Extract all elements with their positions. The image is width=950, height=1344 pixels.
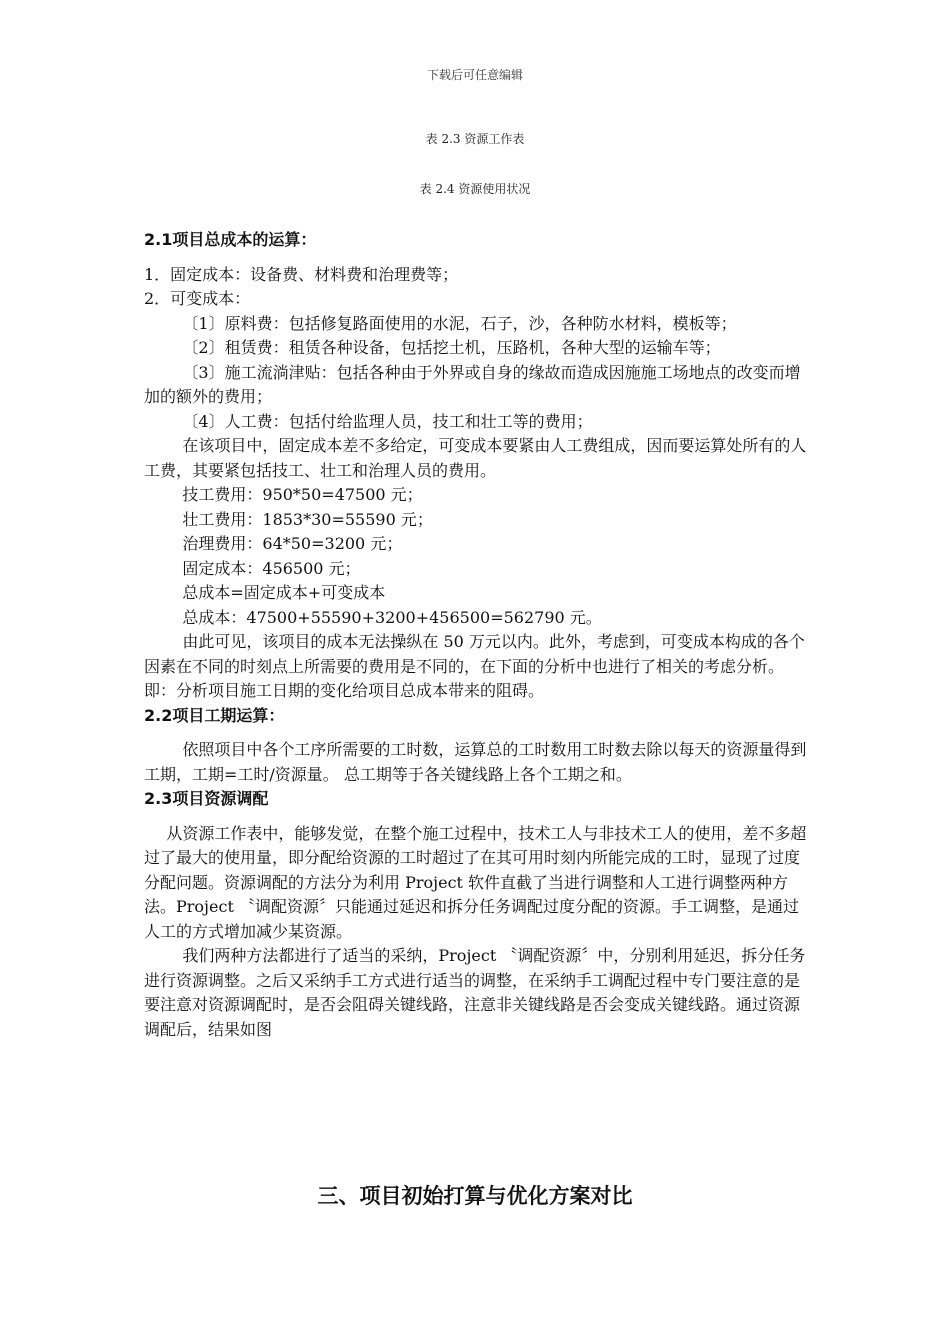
page-header: 下载后可任意编辑 <box>426 68 523 82</box>
calc-line: 总成本=固定成本+可变成本 <box>182 583 386 602</box>
paragraph: 依照项目中各个工序所需要的工时数，运算总的工时数用工时数去除以每天的资源量得到工期，工期=工时/资源量。 总工期等于各关键线路上各个工期之和。 <box>144 740 807 784</box>
table-caption-2-3: 表 2.3 资源工作表 <box>425 132 525 146</box>
paragraph: 我们两种方法都进行了适当的采纳，Project 〝调配资源〞中，分别利用延迟，拆分任务进行资源调整。之后又采纳手工方式进行适当的调整，在采纳手工调配过程中专门要注意的是要注意对资源调配时，是否会阻碍关键线路，注意非关键线路是否会变成关键线路。通过资源调配后，结果如图 <box>144 946 806 1039</box>
section-2-1-title: 2.1项目总成本的运算： <box>144 230 317 249</box>
paragraph: 1．固定成本：设备费、材料费和治理费等； <box>144 264 459 284</box>
chapter-3-heading: 三、项目初始打算与优化方案对比 <box>317 1184 633 1208</box>
paragraph: 〔2〕租赁费：租赁各种设备，包括挖土机，压路机，各种大型的运输车等； <box>182 338 721 357</box>
paragraph: 从资源工作表中，能够发觉，在整个施工过程中，技术工人与非技术工人的使用，差不多超过了最大的使用量，即分配给资源的工时超过了在其可用时刻内所能完成的工时，显现了过度分配问题。资源调配的方法分为利用 Project 软件直截了当进行调整和人工进行调整两种方法。Project 〝调配资源〞只能通过延迟和拆分任务调配过度分配的资源。手工调整，是通过人工的方式增加减少某资源。 <box>144 823 807 941</box>
paragraph: 2．可变成本： <box>144 289 251 308</box>
calc-line: 壮工费用：1853*30=55590 元； <box>182 509 433 529</box>
table-caption-2-4: 表 2.4 资源使用状况 <box>419 182 531 196</box>
calc-line: 技工费用：950*50=47500 元； <box>182 485 423 504</box>
paragraph: 在该项目中，固定成本差不多给定，可变成本要紧由人工费组成，因而要运算处所有的人工费，其要紧包括技工、壮工和治理人员的费用。 <box>144 436 807 480</box>
section-2-2-title: 2.2项目工期运算： <box>144 705 285 725</box>
calc-line: 总成本：47500+55590+3200+456500=562790 元。 <box>182 607 602 627</box>
calc-line: 治理费用：64*50=3200 元； <box>182 534 403 553</box>
document-body <box>144 228 808 1042</box>
paragraph: 〔1〕原料费：包括修复路面使用的水泥，石子，沙，各种防水材料，模板等； <box>182 313 737 333</box>
section-2-3-title: 2.3项目资源调配 <box>144 789 269 808</box>
paragraph: 由此可见，该项目的成本无法操纵在 50 万元以内。此外，考虑到，可变成本构成的各个因素在不同的时刻点上所需要的费用是不同的，在下面的分析中也进行了相关的考虑分析。即：分析项目施工日期的变化给项目总成本带来的阻碍。 <box>144 632 805 700</box>
paragraph: 〔3〕施工流淌津贴：包括各种由于外界或自身的缘故而造成因施施工场地点的改变而增加的额外的费用； <box>144 362 801 406</box>
calc-line: 固定成本：456500 元； <box>182 558 361 578</box>
paragraph: 〔4〕人工费：包括付给监理人员，技工和壮工等的费用； <box>182 411 593 431</box>
